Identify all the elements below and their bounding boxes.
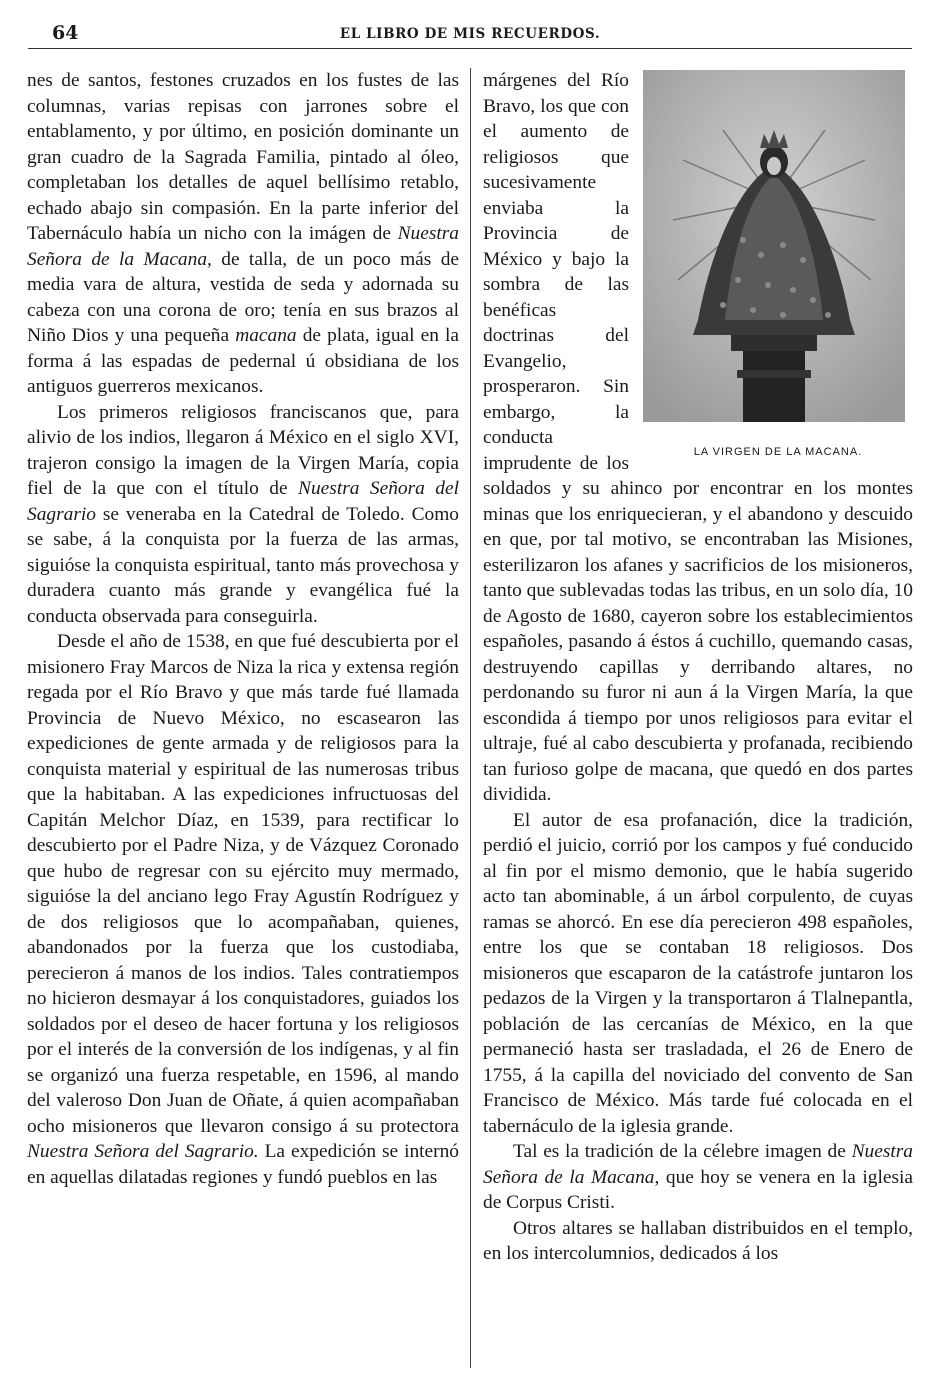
paragraph: Tal es la tradición de la célebre imagen de Nuestra Señora de la Macana, que hoy se venera en la iglesia de Corpus Cristi. [483, 1141, 913, 1213]
paragraph: Los primeros religiosos franciscanos que, para alivio de los indios, llegaron á México en el siglo XVI, trajeron consigo la imagen de la Virgen María, copia fiel de la que con el título de Nuestra Señora del Sagrario se veneraba en la Catedral de Toledo. Como se sabe, á la conquista por la fuerza de las armas, siguióse la conquista espiritual, tanto más provechosa y duradera cuanto más grande y evangélica fué la conducta observada para conseguirla. [27, 401, 459, 627]
figure [643, 70, 913, 466]
paragraph: Otros altares se hallaban distribuidos en el templo, en los intercolumnios, dedicados á los [483, 1217, 913, 1264]
figure-caption: LA VIRGEN DE LA MACANA. [693, 446, 863, 458]
page-number: 64 [52, 22, 79, 44]
running-title: EL LIBRO DE MIS RECUERDOS. [339, 26, 601, 42]
left-column [27, 68, 459, 1190]
virgin-statue-photo [643, 70, 905, 422]
paragraph: nes de santos, festones cruzados en los fustes de las columnas, varias repisas con jarrones sobre el entablamento, y por último, en posición dominante un gran cuadro de la Sagrada Familia, pintado al óleo, completaban los detalles de aquel bellísimo retablo, echado abajo sin compasión. En la parte inferior del Tabernáculo había un nicho con la imágen de Nuestra Señora de la Macana, de talla, de un poco más de media vara de altura, vestida de seda y adornada su cabeza con una corona de oro; tenía en sus brazos al Niño Dios y una pequeña macana de plata, igual en la forma á las espadas de pedernal ú obsidiana de los antiguos guerreros mexicanos. [27, 70, 459, 397]
header-rule [28, 48, 912, 49]
right-column [483, 68, 913, 1267]
paragraph: márgenes del Río Bravo, los que con el aumento de religiosos que sucesivamente enviaba la Provincia de México y bajo la sombra de las benéficas doctrinas del Evangelio, prosperaron. Sin embargo, la conducta imprudente de los soldados y su ahinco por encontrar en los montes minas que los enriquecieran, y el abandono y descuido en que, por tal motivo, se encontraban las Misiones, esterilizaron los afanes y sacrificios de los misioneros, tanto que sublevadas todas las tribus, en un solo día, 10 de Agosto de 1680, cayeron sobre los establecimientos españoles, pasando á éstos á cuchillo, quemando casas, destruyendo capillas y derribando altares, no perdonando su furor ni aun á la Virgen María, la que escondida á tiempo por unos religiosos para evitar el ultraje, fué al cabo descubierta y profanada, recibiendo tan furioso golpe de macana, que quedó en dos partes dividida. [483, 70, 913, 805]
statue-illustration [643, 70, 905, 422]
column-separator [470, 68, 471, 1368]
page-header [28, 22, 912, 48]
paragraph: Desde el año de 1538, en que fué descubierta por el misionero Fray Marcos de Niza la rica y extensa región regada por el Río Bravo y que más tarde fué llamada Provincia de Nuevo México, no escasearon las expediciones de gente armada y de religiosos para la conquista material y espiritual de las numerosas tribus que la habitaban. A las expediciones infructuosas del Capitán Melchor Díaz, en 1539, para rectificar lo descubierto por el Padre Niza, y de Vázquez Coronado que hubo de regresar con su ejército muy mermado, siguióse la del anciano lego Fray Agustín Rodríguez y de dos religiosos que lo acompañaban, quienes, abandonados por la fuerza que los custodiaba, perecieron á manos de los indios. Tales contratiempos no hicieron desmayar á los conquistadores, guiados los soldados por el deseo de hacer fortuna y los religiosos por el interés de la conversión de los indígenas, y al fin se organizó una fuerza respetable, en 1596, al mando del valeroso Don Juan de Oñate, á quien acompañaban ocho misioneros que llevaron consigo á su protectora Nuestra Señora del Sagrario. La expedición se internó en aquellas dilatadas regiones y fundó pueblos en las [27, 631, 459, 1188]
paragraph: El autor de esa profanación, dice la tradición, perdió el juicio, corrió por los campos y fué conducido al fin por el mismo demonio, que le había sugerido acto tan abominable, á un árbol corpulento, de cuyas ramas se ahorcó. En ese día perecieron 498 españoles, entre los que se contaban 18 religiosos. Dos misioneros que escaparon de la catástrofe juntaron los pedazos de la Virgen y la transportaron á Tlalnepantla, población de las cercanías de México, en la que permaneció hasta ser trasladada, el 26 de Enero de 1755, á la capilla del noviciado del convento de San Francisco de México. Más tarde fué colocada en el tabernáculo de la iglesia grande. [483, 809, 913, 1137]
